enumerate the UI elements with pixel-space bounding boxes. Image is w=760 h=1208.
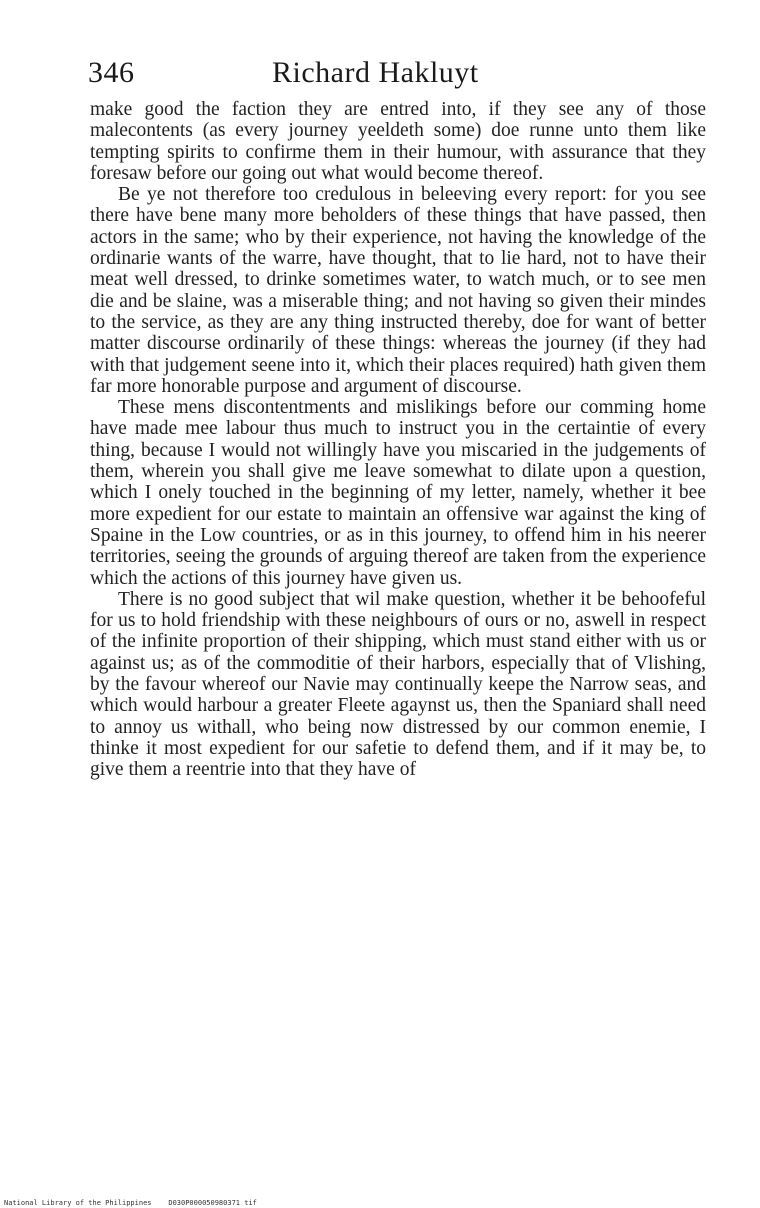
page-number: 346 (88, 56, 135, 89)
paragraph: There is no good subject that wil make question, whether it be behoofeful for us to hold friendship with these neighbours of ours or no, aswell in respect of the infinite proportion of their shipping, which must stand either with us or against us; as of the commoditie of their harbors, especially that of Vlishing, by the favour whereof our Navie may continually keepe the Narrow seas, and which would harbour a greater Fleete agaynst us, then the Spaniard shall need to annoy us withall, who being now distressed by our common enemie, I thinke it most expedient for our safetie to defend them, and if it may be, to give them a reentrie into that they have of (90, 588, 706, 781)
scan-footer: National Library of the Philippines D030P000050980371 tif (4, 1199, 257, 1207)
body-text (90, 99, 706, 781)
paragraph: These mens discontentments and mislikings before our comming home have made mee labour thus much to instruct you in the certaintie of every thing, because I would not willingly have you miscaried in the judgements of them, wherein you shall give me leave somewhat to dilate upon a question, which I onely touched in the beginning of my letter, namely, whether it bee more expedient for our estate to maintain an offensive war against the king of Spaine in the Low countries, or as in this journey, to offend him in his neerer territories, seeing the grounds of arguing thereof are taken from the experience which the actions of this journey have given us. (90, 397, 706, 589)
paragraph: make good the faction they are entred into, if they see any of those malecontents (as every journey yeeldeth some) doe runne unto them like tempting spirits to confirme them in their humour, with assurance that they foresaw before our going out what would become thereof. (90, 99, 706, 184)
paragraph: Be ye not therefore too credulous in beleeving every report: for you see there have bene many more beholders of these things that have passed, then actors in the same; who by their experience, not having the knowledge of the ordinarie wants of the warre, have thought, that to lie hard, not to have their meat well dressed, to drinke sometimes water, to watch much, or to see men die and be slaine, was a miserable thing; and not having so given their mindes to the service, as they are any thing instructed thereby, doe for want of better matter discourse ordinarily of these things: whereas the journey (if they had with that judgement seene into it, which their places required) hath given them far more honorable purpose and argument of discourse. (90, 184, 706, 397)
page-header (88, 56, 688, 96)
running-head: Richard Hakluyt (272, 56, 479, 89)
